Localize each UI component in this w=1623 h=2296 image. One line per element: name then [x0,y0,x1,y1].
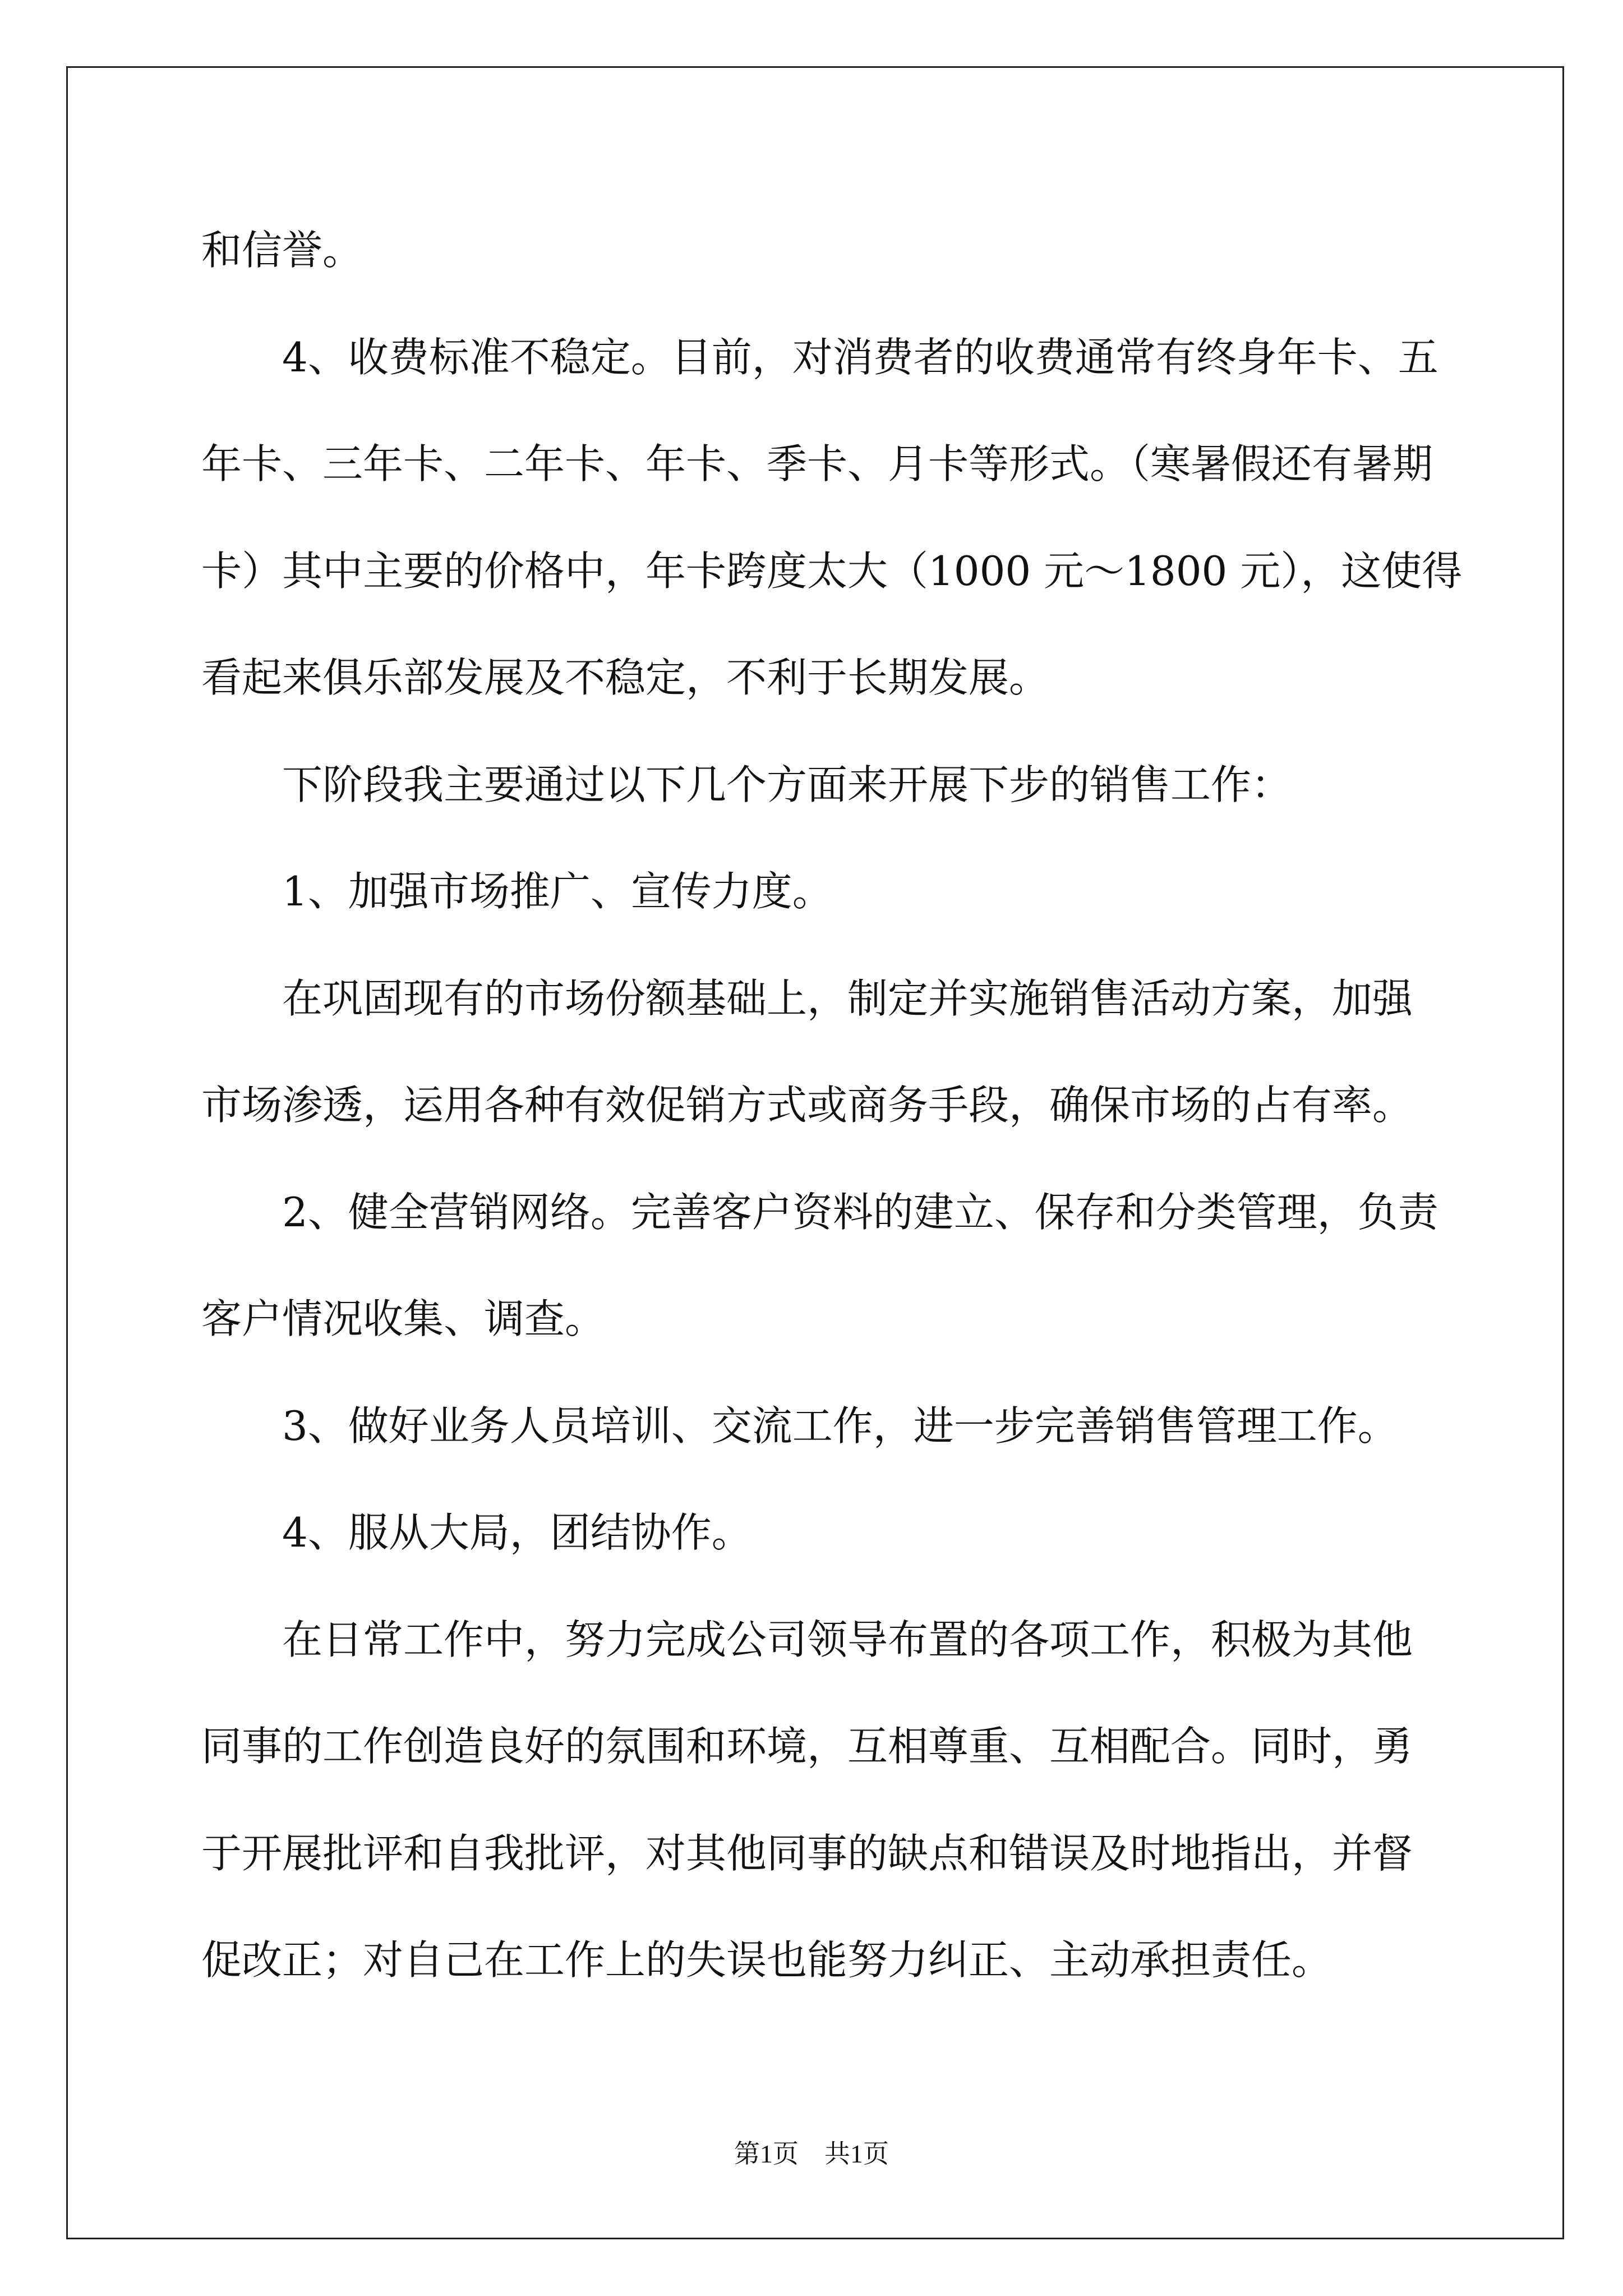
paragraph-line: 促改正；对自己在工作上的失误也能努力纠正、主动承担责任。 [201,1936,1332,1984]
paragraph-line: 市场渗透，运用各种有效促销方式或商务手段，确保市场的占有率。 [201,1082,1413,1129]
paragraph-line: 2、健全营销网络。完善客户资料的建立、保存和分类管理，负责 [282,1188,1438,1236]
document-body [201,197,1491,2014]
paragraph-line: 3、做好业务人员培训、交流工作，进一步完善销售管理工作。 [282,1402,1398,1450]
paragraph-line: 在巩固现有的市场份额基础上，制定并实施销售活动方案，加强 [282,974,1413,1022]
paragraph-line: 下阶段我主要通过以下几个方面来开展下步的销售工作： [282,761,1292,808]
paragraph-line: 看起来俱乐部发展及不稳定，不利于长期发展。 [201,654,1050,701]
paragraph-line: 4、服从大局，团结协作。 [282,1509,752,1556]
paragraph-line: 于开展批评和自我批评，对其他同事的缺点和错误及时地指出，并督 [201,1829,1413,1877]
paragraph-line: 4、收费标准不稳定。目前，对消费者的收费通常有终身年卡、五 [282,333,1438,381]
paragraph-line: 卡）其中主要的价格中，年卡跨度太大（1000 元～1800 元），这使得 [201,547,1463,595]
paragraph-line: 客户情况收集、调查。 [201,1295,606,1342]
paragraph-line: 和信誉。 [201,227,363,274]
paragraph-line: 在日常工作中，努力完成公司领导布置的各项工作，积极为其他 [282,1616,1413,1663]
paragraph-line: 1、加强市场推广、宣传力度。 [282,868,833,915]
paragraph-line: 同事的工作创造良好的氛围和环境，互相尊重、互相配合。同时，勇 [201,1723,1413,1770]
page-number-footer: 第1页 共1页 [734,2139,889,2168]
paragraph-line: 年卡、三年卡、二年卡、年卡、季卡、月卡等形式。（寒暑假还有暑期 [201,440,1433,487]
